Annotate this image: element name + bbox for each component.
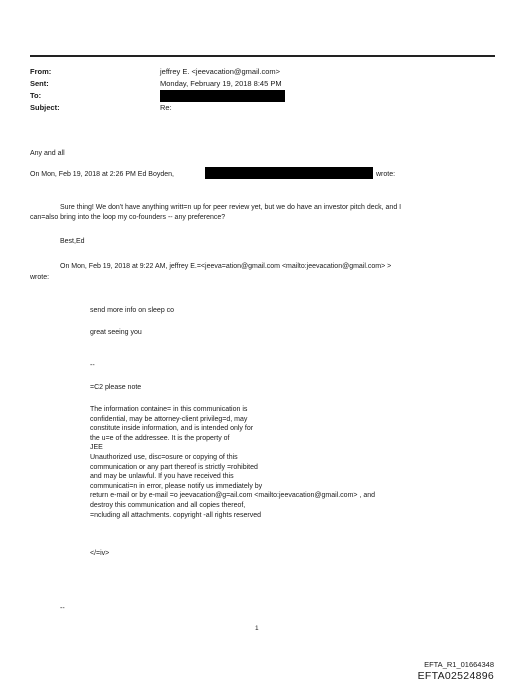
jeffrey-attribution: On Mon, Feb 19, 2018 at 9:22 AM, jeffrey E.=<jeeva=ation@gmail.com <mailto:jeevacation@gmail.com> >: [60, 263, 392, 270]
bates-number-secondary: EFTA02524896: [417, 670, 494, 682]
disclaimer-line: =ncluding all attachments. copyright -all rights reserved: [90, 511, 262, 519]
to-label: To:: [30, 91, 42, 100]
to-redaction-block: [160, 90, 285, 102]
from-value: jeffrey E. <jeevacation@gmail.com>: [160, 67, 281, 76]
boyden-reply-paragraph: [30, 203, 401, 222]
sent-value: Monday, February 19, 2018 8:45 PM: [160, 79, 282, 88]
boyden-wrote: wrote:: [376, 171, 396, 178]
disclaimer-line: constitute inside information, and is intended only for: [90, 425, 254, 433]
sent-label: Sent:: [30, 79, 49, 88]
disclaimer-line: and may be unlawful. If you have received this: [90, 473, 234, 481]
disclaimer-line: destroy this communication and all copies thereof,: [90, 501, 246, 509]
jeffrey-wrote: wrote:: [30, 274, 50, 281]
disclaimer-line: The information containe= in this communication is: [90, 406, 248, 413]
disclaimer-line: Unauthorized use, disc=osure or copying of this: [90, 453, 238, 461]
bates-number-primary: EFTA_R1_01664348: [424, 660, 494, 669]
great-seeing-line: great seeing you: [90, 329, 142, 336]
subject-label: Subject:: [30, 103, 60, 112]
disclaimer-line: communication or any part thereof is strictly =rohibited: [90, 463, 258, 471]
please-note-line: =C2 please note: [90, 384, 142, 391]
signoff: Best,Ed: [60, 238, 85, 245]
header-rule: [30, 55, 495, 57]
boyden-reply-line: can=also bring into the loop my co-founders -- any preference?: [30, 213, 226, 221]
disclaimer-line: confidential, may be attorney-client privileg=d, may: [90, 415, 248, 423]
trailing-dashes: --: [60, 605, 65, 612]
subject-value: Re:: [160, 103, 172, 112]
disclaimer-line: return e-mail or by e-mail =o jeevacation@g=ail.com <mailto:jeevacation@gmail.com> , and: [90, 492, 376, 500]
boyden-attribution: On Mon, Feb 19, 2018 at 2:26 PM Ed Boyden,: [30, 171, 174, 178]
signature-dashes: --: [90, 362, 95, 369]
any-and-all-line: Any and all: [30, 150, 65, 157]
page-number: 1: [255, 625, 259, 632]
disclaimer-line: communicati=n in error, please notify us immediately by: [90, 482, 263, 490]
sleep-co-line: send more info on sleep co: [90, 307, 175, 314]
boyden-reply-line: Sure thing! We don't have anything writt=n up for peer review yet, but we do have an investor pitch deck, and I: [60, 204, 402, 211]
boyden-email-redaction: [205, 167, 373, 179]
disclaimer-line: the u=e of the addressee. It is the property of: [90, 434, 230, 442]
closing-tag-line: </=iv>: [90, 550, 110, 557]
from-label: From:: [30, 67, 52, 76]
disclaimer-line: JEE: [90, 444, 103, 452]
disclaimer-paragraph: [90, 405, 375, 520]
